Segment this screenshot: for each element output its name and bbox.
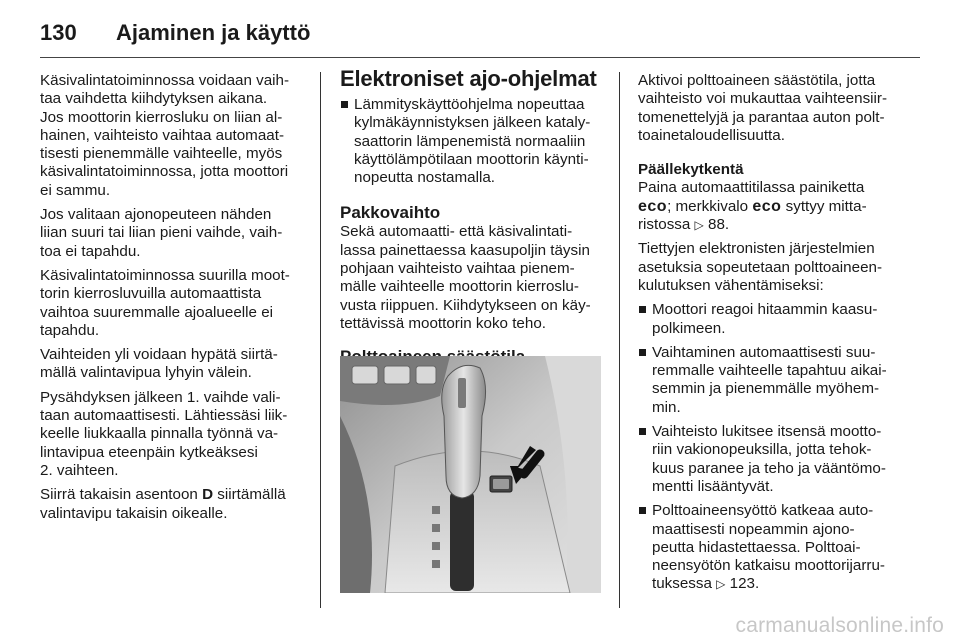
paragraph: Vaihteiden yli voidaan hypätä siirtä- mällä valintavipua lyhyin välein. bbox=[40, 346, 278, 382]
text: ristossa bbox=[638, 216, 695, 234]
paragraph: Aktivoi polttoaineen säästötila, jotta vaihteisto voi mukauttaa vaihteensiir- tomenettelyjä ja parantaa auton polt- toainetaloudellisuutta. bbox=[638, 72, 888, 144]
bullet-item: Vaihtaminen automaattisesti suu- remmalle vaihteelle tapahtuu aikai- semmin ja pienemmälle myöhem- min. bbox=[638, 344, 906, 417]
page-reference-arrow-icon: ▷ bbox=[694, 218, 704, 233]
page-number: 130 bbox=[40, 20, 77, 45]
bullet-item: Lämmityskäyttöohjelma nopeuttaa kylmäkäynnistyksen jälkeen kataly- saattorin lämpenemistä normaaliin käyttölämpötilaan moottorin käynti- nopeutta nostamalla. bbox=[340, 96, 606, 187]
paragraph: Käsivalintatoiminnossa voidaan vaih- taa vaihdetta kiihdytyksen aikana. Jos moottorin kierrosluku on liian al- hainen, vaihteisto vaihtaa automaat- tisesti pienemmälle vaihteelle, myös käsivalintatoiminnossa, jotta moottori ei sammu. bbox=[40, 72, 290, 199]
header-divider bbox=[40, 57, 920, 58]
column-2 bbox=[340, 66, 606, 367]
page-reference: 88. bbox=[708, 216, 730, 234]
page-header bbox=[40, 14, 920, 54]
paragraph bbox=[40, 486, 308, 523]
column-divider bbox=[320, 72, 321, 608]
watermark: carmanualsonline.info bbox=[735, 614, 944, 637]
subsection-heading: Pakkovaihto bbox=[340, 203, 441, 223]
gear-selector-illustration bbox=[340, 356, 601, 593]
section-heading: Elektroniset ajo-ohjelmat bbox=[340, 66, 597, 91]
paragraph: Tiettyjen elektronisten järjestelmien asetuksia sopeutetaan polttoaineen- kulutuksen vähentämiseksi: bbox=[638, 240, 883, 294]
page-reference-arrow-icon: ▷ bbox=[716, 577, 726, 592]
bullet-item: Moottori reagoi hitaammin kaasu- polkimeen. bbox=[638, 301, 906, 338]
paragraph: Jos valitaan ajonopeuteen nähden liian suuri tai liian pieni vaihde, vaih- toa ei tapahdu. bbox=[40, 206, 283, 260]
bullet-item: Vaihteisto lukitsee itsensä mootto- riin vakionopeuksilla, jotta tehok- kuus paranee ja teho ja vääntömo- mentti lisääntyvät. bbox=[638, 423, 906, 496]
column-divider bbox=[619, 72, 620, 608]
text: Polttoaineensyöttö katkeaa auto- maattisesti nopeammin ajono- peutta hidastettaessa. Polttoai- neensyötön katkaisu moottorijarru- tuksessa bbox=[652, 502, 885, 593]
text: ; merkkivalo bbox=[667, 197, 753, 215]
paragraph bbox=[638, 179, 906, 234]
text: syttyy mitta- bbox=[781, 197, 867, 215]
paragraph: Sekä automaatti- että käsivalintati- lassa painettaessa kaasupoljin täysin pohjaan vaihteisto vaihtaa pienem- mälle vaihteelle moottorin kierroslu- vusta riippuen. Kiihdytykseen on käy- tettävissä moottorin koko teho. bbox=[340, 223, 591, 332]
page-reference: 123. bbox=[729, 575, 760, 593]
paragraph: Pysähdyksen jälkeen 1. vaihde vali- taan automaattisesti. Lähtiessäsi liik- keelle liukkaalla pinnalla työnnä va- lintavipua eteenpäin kytkeäksesi 2. vaihteen. bbox=[40, 388, 288, 479]
text: Paina automaattitilassa painiketta bbox=[638, 179, 865, 197]
subsection-heading: Päällekytkentä bbox=[638, 161, 744, 179]
text: siirtämällä valintavipu takaisin oikealle. bbox=[40, 486, 286, 522]
column-1 bbox=[40, 72, 308, 529]
bullet-item bbox=[638, 502, 906, 593]
eco-indicator-symbol: eco bbox=[752, 197, 782, 215]
column-3 bbox=[638, 72, 906, 600]
page-title: Ajaminen ja käyttö bbox=[116, 20, 311, 45]
eco-button-symbol: eco bbox=[638, 197, 668, 215]
paragraph: Käsivalintatoiminnossa suurilla moot- torin kierrosluvuilla automaattista vaihtoa suuremmalle ajoalueelle ei tapahdu. bbox=[40, 266, 290, 339]
gear-letter: D bbox=[202, 486, 214, 504]
text: Siirrä takaisin asentoon bbox=[40, 486, 203, 504]
